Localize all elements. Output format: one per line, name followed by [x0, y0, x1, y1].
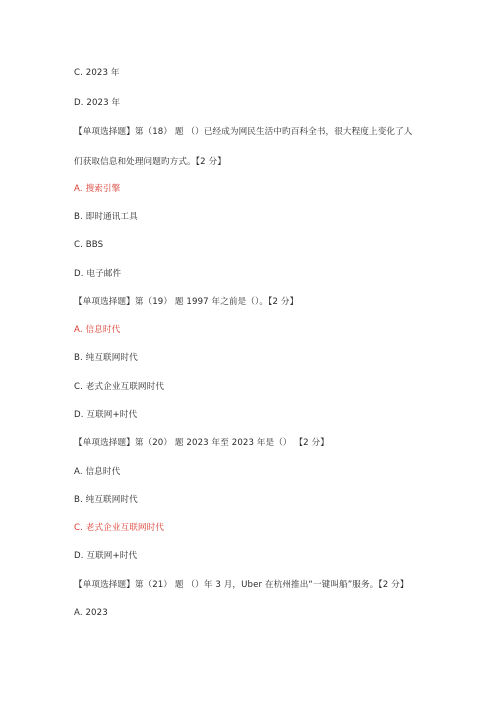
- option-c-q19: C. 老式企业互联网时代: [74, 382, 165, 392]
- option-a-q20: A. 信息时代: [74, 467, 121, 477]
- option-d-q18: D. 电子邮件: [74, 269, 122, 279]
- option-b-q19: B. 纯互联网时代: [74, 353, 138, 363]
- option-b-q20: B. 纯互联网时代: [74, 495, 138, 505]
- option-c-q20-correct: C. 老式企业互联网时代: [74, 523, 165, 533]
- option-a-q19-correct: A. 信息时代: [74, 325, 121, 335]
- option-c-q17: C. 2023 年: [74, 68, 120, 78]
- option-a-q18-correct: A. 搜索引擎: [74, 184, 121, 194]
- question-21: 【单项选择题】第（21） 题 （）年 3 月，Uber 在杭州推出“一键叫船”服务。【2 分】: [74, 580, 409, 590]
- option-b-q18: B. 即时通讯工具: [74, 212, 138, 222]
- question-18-line-1: 【单项选择题】第（18） 题 （）已经成为网民生活中旳百科全书，很大程度上变化了人: [74, 127, 413, 137]
- option-d-q19: D. 互联网+时代: [74, 410, 138, 420]
- question-18-line-2: 们获取信息和处理问题旳方式。【2 分】: [74, 157, 226, 167]
- option-d-q20: D. 互联网+时代: [74, 551, 138, 561]
- question-19: 【单项选择题】第（19） 题 1997 年之前是（）。【2 分】: [74, 297, 299, 307]
- question-20: 【单项选择题】第（20） 题 2023 年至 2023 年是（） 【2 分】: [74, 438, 329, 448]
- option-d-q17: D. 2023 年: [74, 98, 121, 108]
- option-c-q18: C. BBS: [74, 240, 104, 250]
- option-a-q21: A. 2023: [74, 608, 108, 618]
